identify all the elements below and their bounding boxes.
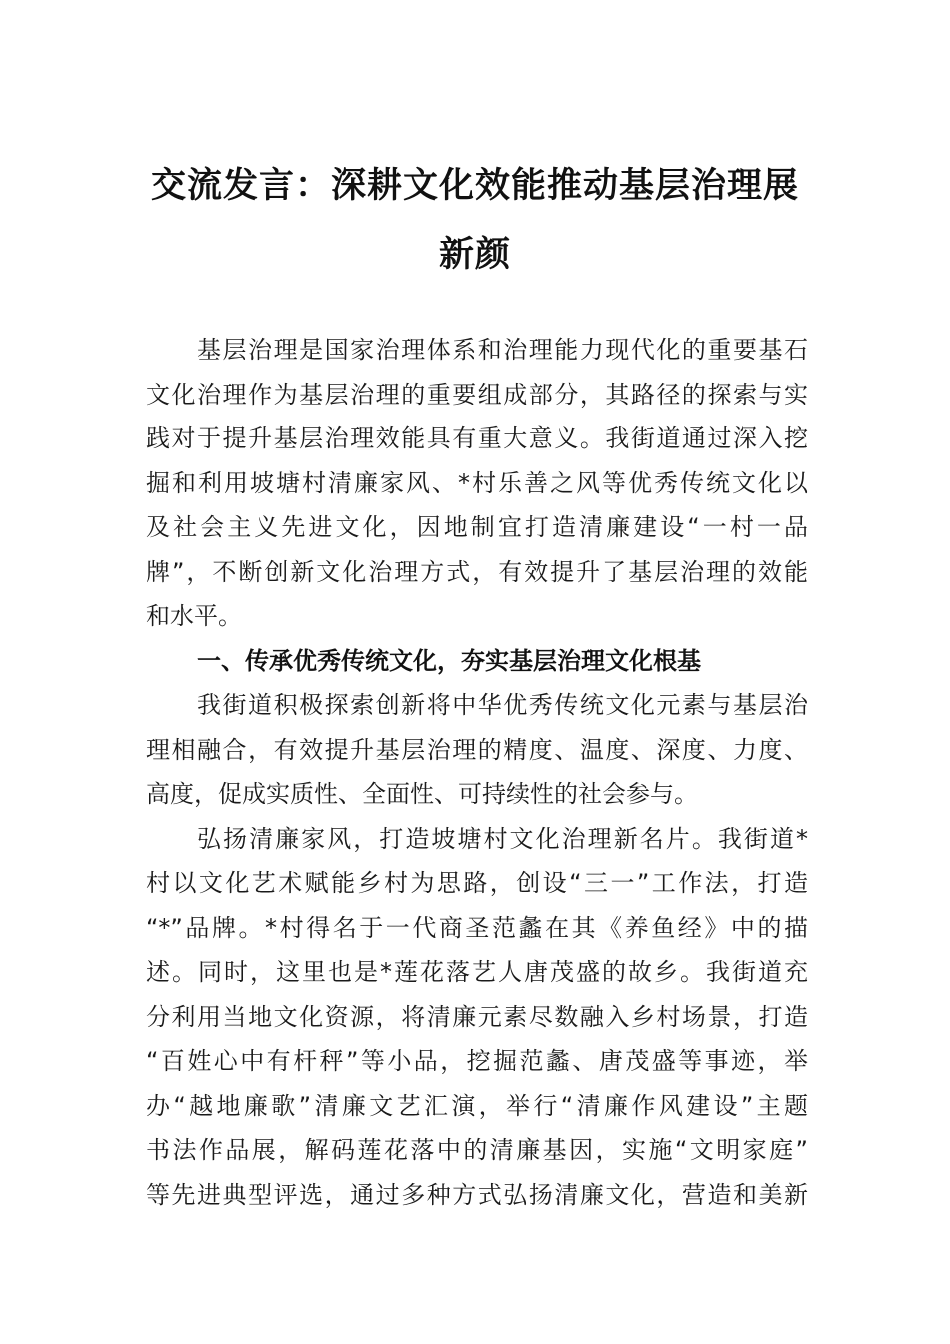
paragraph-line: 等先进典型评选，通过多种方式弘扬清廉文化，营造和美新 [146, 1181, 808, 1209]
paragraph-line: 办“越地廉歌”清廉文艺汇演，举行“清廉作风建设”主题 [146, 1092, 808, 1120]
paragraph-line: 分利用当地文化资源，将清廉元素尽数融入乡村场景，打造 [146, 1003, 808, 1031]
paragraph-line: 村以文化艺术赋能乡村为思路，创设“三一”工作法，打造 [146, 869, 808, 897]
paragraph-line: 弘扬清廉家风，打造坡塘村文化治理新名片。我街道* [197, 825, 808, 853]
paragraph-line: 高度，促成实质性、全面性、可持续性的社会参与。 [146, 780, 698, 808]
paragraph-line: “百姓心中有杆秤”等小品，挖掘范蠡、唐茂盛等事迹，举 [146, 1047, 808, 1075]
paragraph-line: 掘和利用坡塘村清廉家风、*村乐善之风等优秀传统文化以 [146, 469, 808, 497]
document-title-line-2: 新颜 [438, 234, 511, 275]
document-title-line-1: 交流发言：深耕文化效能推动基层治理展 [150, 165, 799, 206]
paragraph-line: 书法作品展，解码莲花落中的清廉基因，实施“文明家庭” [146, 1136, 808, 1164]
paragraph-line: 和水平。 [146, 602, 242, 630]
paragraph-line: 文化治理作为基层治理的重要组成部分，其路径的探索与实 [146, 381, 808, 409]
paragraph-line: 践对于提升基层治理效能具有重大意义。我街道通过深入挖 [146, 424, 808, 452]
paragraph-line: 及社会主义先进文化，因地制宜打造清廉建设“一村一品 [146, 513, 808, 541]
paragraph-line: “*”品牌。*村得名于一代商圣范蠡在其《养鱼经》中的描 [146, 914, 808, 942]
paragraph-line: 我街道积极探索创新将中华优秀传统文化元素与基层治 [197, 691, 808, 719]
paragraph-line: 牌”，不断创新文化治理方式，有效提升了基层治理的效能 [146, 558, 808, 586]
section-heading: 一、传承优秀传统文化，夯实基层治理文化根基 [197, 647, 701, 675]
paragraph-line: 基层治理是国家治理体系和治理能力现代化的重要基石 [197, 336, 808, 364]
paragraph-line: 述。同时，这里也是*莲花落艺人唐茂盛的故乡。我街道充 [146, 958, 808, 986]
paragraph-line: 理相融合，有效提升基层治理的精度、温度、深度、力度、 [146, 736, 808, 764]
